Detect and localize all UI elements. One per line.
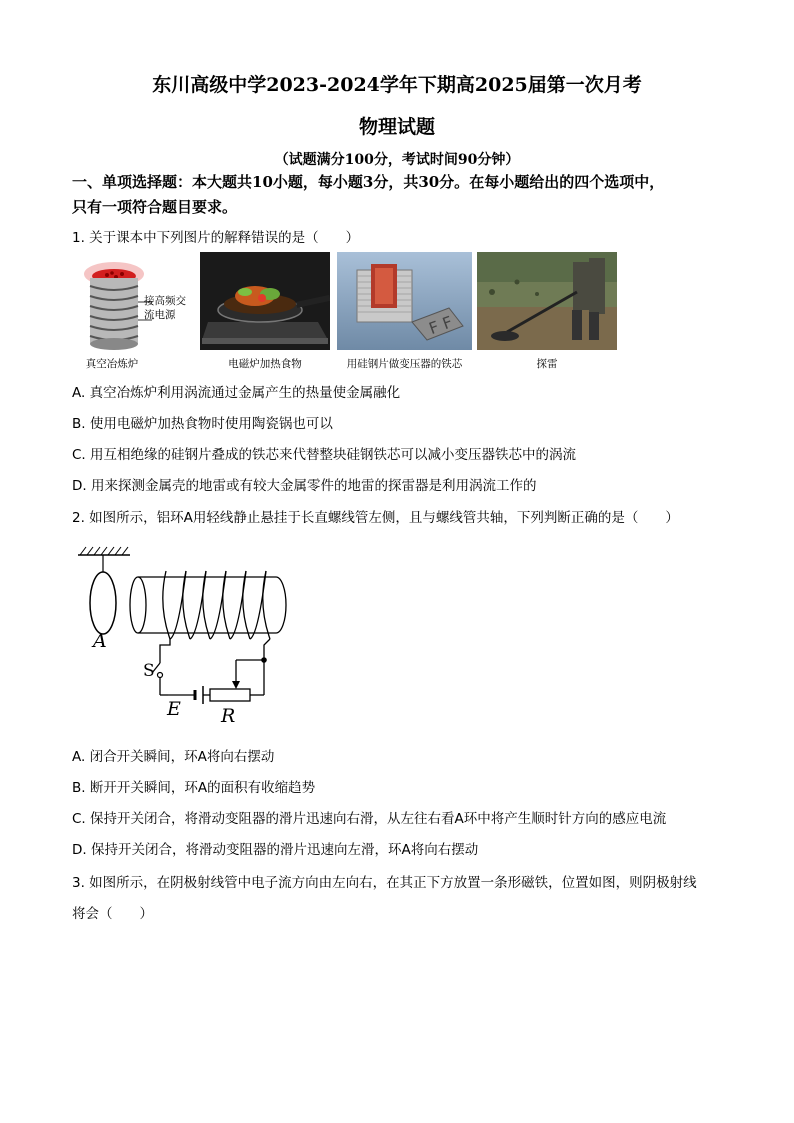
- section-heading-line2: 只有一项符合题目要求。: [72, 198, 238, 216]
- q1-option-d: D. 用来探测金属壳的地雷或有较大金属零件的地雷的探雷器是利用涡流工作的: [72, 478, 537, 494]
- q2-stem: 2. 如图所示，铝环A用轻线静止悬挂于长直螺线管左侧，且与螺线管共轴，下列判断正确的是（ ）: [72, 510, 679, 526]
- furnace-label: 接高频交流电源: [144, 295, 186, 321]
- rheostat-label: R: [221, 705, 236, 727]
- q2-circuit-diagram: [78, 545, 318, 730]
- subject-title: 物理试题: [358, 116, 435, 138]
- q2-option-a: A. 闭合开关瞬间，环A将向右摆动: [72, 749, 275, 765]
- q1-figure-row: [72, 252, 632, 372]
- transformer-image: [337, 252, 472, 350]
- q2-option-d: D. 保持开关闭合，将滑动变阻器的滑片迅速向左滑，环A将向右摆动: [72, 842, 479, 858]
- exam-note: （试题满分100分，考试时间90分钟）: [274, 152, 520, 168]
- furnace-caption: 真空冶炼炉: [85, 358, 139, 370]
- q3-stem-line2: 将会（ ）: [72, 906, 153, 922]
- q1-option-c: C. 用互相绝缘的硅钢片叠成的铁芯来代替整块硅钢铁芯可以减小变压器铁芯中的涡流: [72, 447, 577, 463]
- cooker-image: [200, 252, 330, 350]
- q1-option-a: A. 真空冶炼炉利用涡流通过金属产生的热量使金属融化: [72, 385, 401, 401]
- q2-option-b: B. 断开开关瞬间，环A的面积有收缩趋势: [72, 780, 316, 796]
- ring-label: A: [93, 630, 107, 652]
- q2-option-c: C. 保持开关闭合，将滑动变阻器的滑片迅速向右滑，从左往右看A环中将产生顺时针方向的感应电流: [72, 811, 667, 827]
- q1-stem: 1. 关于课本中下列图片的解释错误的是（ ）: [72, 230, 360, 246]
- exam-title: 东川高级中学2023-2024学年下期高2025届第一次月考: [152, 74, 642, 96]
- cooker-caption: 电磁炉加热食物: [228, 358, 302, 370]
- mine-detector-image: [477, 252, 617, 350]
- transformer-caption: 用硅钢片做变压器的铁芯: [346, 358, 463, 370]
- battery-label: E: [167, 698, 181, 720]
- svg-text:F F: F F: [426, 312, 455, 339]
- mine-detector-caption: 探雷: [536, 358, 558, 370]
- section-heading-line1: 一、单项选择题：本大题共10小题，每小题3分，共30分。在每小题给出的四个选项中，: [72, 173, 665, 191]
- section-heading: [72, 170, 722, 220]
- q1-option-b: B. 使用电磁炉加热食物时使用陶瓷锅也可以: [72, 416, 333, 432]
- q3-stem-line1: 3. 如图所示，在阴极射线管中电子流方向由左向右，在其正下方放置一条形磁铁，位置如图，则阴极射线: [72, 875, 697, 891]
- switch-label: S: [143, 661, 155, 681]
